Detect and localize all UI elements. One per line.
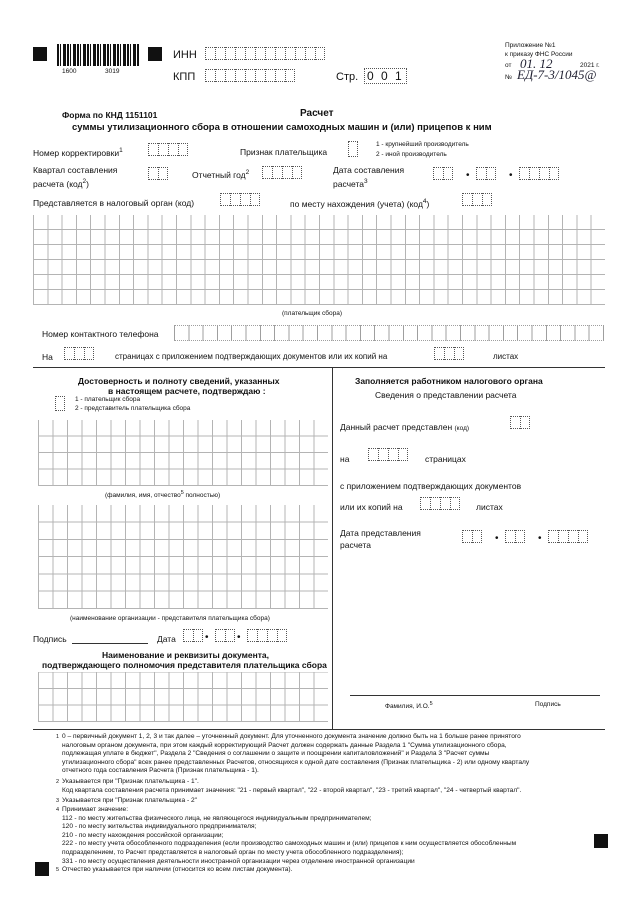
left-date-dot2: • [237, 632, 241, 643]
confirm-cell[interactable] [55, 396, 65, 411]
payer-opt2: 2 - иной производитель [376, 151, 447, 158]
date-day-cells[interactable] [433, 167, 453, 180]
barcode-num1: 1600 [62, 68, 77, 75]
phone-label: Номер контактного телефона [42, 329, 159, 339]
report-year-cells[interactable] [262, 166, 302, 179]
confirm-opt2: 2 - представитель плательщика сбора [75, 405, 191, 412]
fio-caption: (фамилия, имя, отчество$^5$ полностью) [105, 490, 221, 500]
confirm-opt1: 1 - плательщик сбора [75, 396, 141, 403]
inn-label: ИНН [173, 49, 197, 61]
right-pages-cells[interactable] [368, 448, 408, 461]
tax-org-label: Представляется в налоговый орган (код) [33, 198, 195, 208]
payer-sign-label: Признак плательщика [240, 147, 328, 157]
tax-org-cells[interactable] [220, 193, 260, 206]
right-date-label: Дата представления расчета [340, 528, 421, 550]
date-label: Дата составления расчета$^3$ [333, 165, 405, 189]
location-cells[interactable] [462, 193, 492, 206]
date-year-cells[interactable] [519, 167, 559, 180]
correction-label: Номер корректировки$^1$ [33, 147, 123, 158]
org-caption: (наименование организации - представителя плательщика сбора) [70, 615, 270, 622]
payer-opt1: 1 - крупнейший производитель [376, 141, 469, 148]
footnote-divider [33, 729, 605, 730]
right-fio-label: Фамилия, И.О.$^5$ [385, 701, 433, 711]
or-copies-label: или их копий на [340, 502, 403, 512]
fio-sign-line[interactable] [350, 695, 600, 696]
order-no-label: № [505, 74, 512, 81]
right-pages-label: страницах [425, 454, 466, 464]
presented-label: Данный расчет представлен (код) [340, 422, 470, 432]
order-line2: к приказу ФНС России [505, 51, 573, 58]
corner-marker-tl [33, 47, 47, 61]
corner-marker-br [594, 834, 608, 848]
page-value: 0 0 1 [364, 68, 407, 84]
fio-grid[interactable] [38, 420, 328, 486]
left-date-label: Дата [157, 634, 176, 644]
org-grid[interactable] [38, 505, 328, 609]
date-dot1: • [466, 170, 470, 181]
right-on-label: на [340, 454, 350, 464]
inn-cells[interactable] [205, 47, 325, 60]
section-divider [33, 367, 605, 368]
right-sign-label: Подпись [535, 701, 561, 708]
order-no: ЕД-7-3/1045@ [517, 67, 597, 82]
corner-marker-bl [35, 862, 49, 876]
footnote-4: 4 Принимает значение: 112 - по месту жительства физического лица, не являющегося индивидуальным предпринимателем; 120 - по месту жительства индивидуального предпринимателя; 210 - по месту нахождения российской организации; 222 - по месту учета обособленного подразделения (если производство самоходных машин и (или) прицепов к ним осуществляется обособленным подразделением, то Расчет представляется в налоговый орган по месту учета обособленного подразделения); 331 - по месту осуществления деятельности иностранной организации через отделение иностранной организации [56, 806, 517, 865]
sheets-cells[interactable] [434, 347, 464, 360]
date-dot2: • [509, 170, 513, 181]
form-subtitle: суммы утилизационного сбора в отношении самоходных машин и (или) прицепов к ним [72, 122, 492, 133]
doc-title1: Наименование и реквизиты документа, [102, 650, 270, 660]
pages-with-label: страницах с приложением подтверждающих документов или их копий на [115, 352, 388, 361]
payer-name-grid[interactable] [33, 215, 605, 305]
order-date: 01. 12 [520, 56, 553, 71]
order-from: от [505, 62, 512, 69]
sign-label: Подпись [33, 634, 67, 644]
kpp-cells[interactable] [205, 69, 295, 82]
right-date-day[interactable] [462, 530, 482, 543]
right-date-month[interactable] [505, 530, 525, 543]
date-month-cells[interactable] [476, 167, 496, 180]
payer-sign-cell[interactable] [348, 141, 358, 157]
right-subtitle: Сведения о представлении расчета [375, 390, 517, 400]
right-sheets-label: листах [476, 502, 503, 512]
right-date-dot1: • [495, 533, 499, 544]
order-year: 2021 г. [580, 62, 600, 69]
quarter-cells[interactable] [148, 167, 168, 180]
doc-title2: подтверждающего полномочия представителя плательщика сбора [42, 660, 327, 670]
barcode [57, 44, 139, 66]
right-date-year[interactable] [548, 530, 588, 543]
footnote-2: 2 Указывается при "Признак плательщика - 1". Код квартала составления расчета принимает значения: "21 - первый квартал", "22 - второй квартал", "23 - третий квартал", "24 - четвертый квартал". [56, 778, 522, 794]
barcode-num2: 3019 [105, 68, 120, 75]
sheets-label: листах [493, 352, 519, 361]
form-title: Расчет [300, 108, 334, 119]
pages-cells[interactable] [64, 347, 94, 360]
on-label: На [42, 352, 53, 362]
right-sheets-cells[interactable] [420, 497, 460, 510]
report-year-label: Отчетный год$^2$ [192, 169, 250, 180]
order-line1: Приложение №1 [505, 42, 556, 49]
payer-caption: (плательщик сбора) [282, 310, 343, 317]
sign-line[interactable] [72, 643, 148, 644]
left-date-year[interactable] [247, 629, 287, 642]
form-knd: Форма по КНД 1151101 [62, 110, 158, 120]
footnote-5: 5 Отчество указывается при наличии (относится ко всем листам документа). [56, 866, 293, 873]
kpp-label: КПП [173, 71, 196, 83]
location-label: по месту нахождения (учета) (код$^4$) [290, 198, 430, 209]
column-divider [332, 367, 333, 729]
left-date-day[interactable] [183, 629, 203, 642]
left-title1: Достоверность и полноту сведений, указанных [78, 376, 280, 386]
footnote-3: 3 Указывается при "Признак плательщика - 2" [56, 797, 197, 804]
left-date-month[interactable] [215, 629, 235, 642]
with-docs-label: с приложением подтверждающих документов [340, 481, 522, 491]
left-title2: в настоящем расчете, подтверждаю : [108, 386, 266, 396]
phone-cells[interactable] [174, 325, 604, 341]
presented-cells[interactable] [510, 416, 530, 429]
page-label: Стр. [336, 71, 359, 83]
doc-grid[interactable] [38, 672, 328, 722]
correction-cells[interactable] [148, 143, 188, 156]
corner-marker-tc [148, 47, 162, 61]
quarter-label: Квартал составления расчета (код$^2$) [33, 165, 118, 189]
right-title: Заполняется работником налогового органа [355, 376, 543, 386]
left-date-dot1: • [205, 632, 209, 643]
right-date-dot2: • [538, 533, 542, 544]
footnote-1: 1 0 – первичный документ 1, 2, 3 и так далее – уточненный документ. Для уточненного документа значение должно быть на 1 больше ранее принятого налоговым органом документа, при этом каждый корректирующий Расчет должен содержать данные Раздела 1 "Сумма утилизационного сбора, подлежащая уплате в бюджет", Раздела 2 "Сведения о соглашении о защите и поощрении капиталовложений" и Раздела 3 "Расчет суммы утилизационного сбора" всех ранее представленных Расчетов, относящихся к одной дате составления (Признак плательщика - 2) или одному кварталу отчетного года составления Расчета (Признак плательщика - 1). [56, 733, 530, 775]
